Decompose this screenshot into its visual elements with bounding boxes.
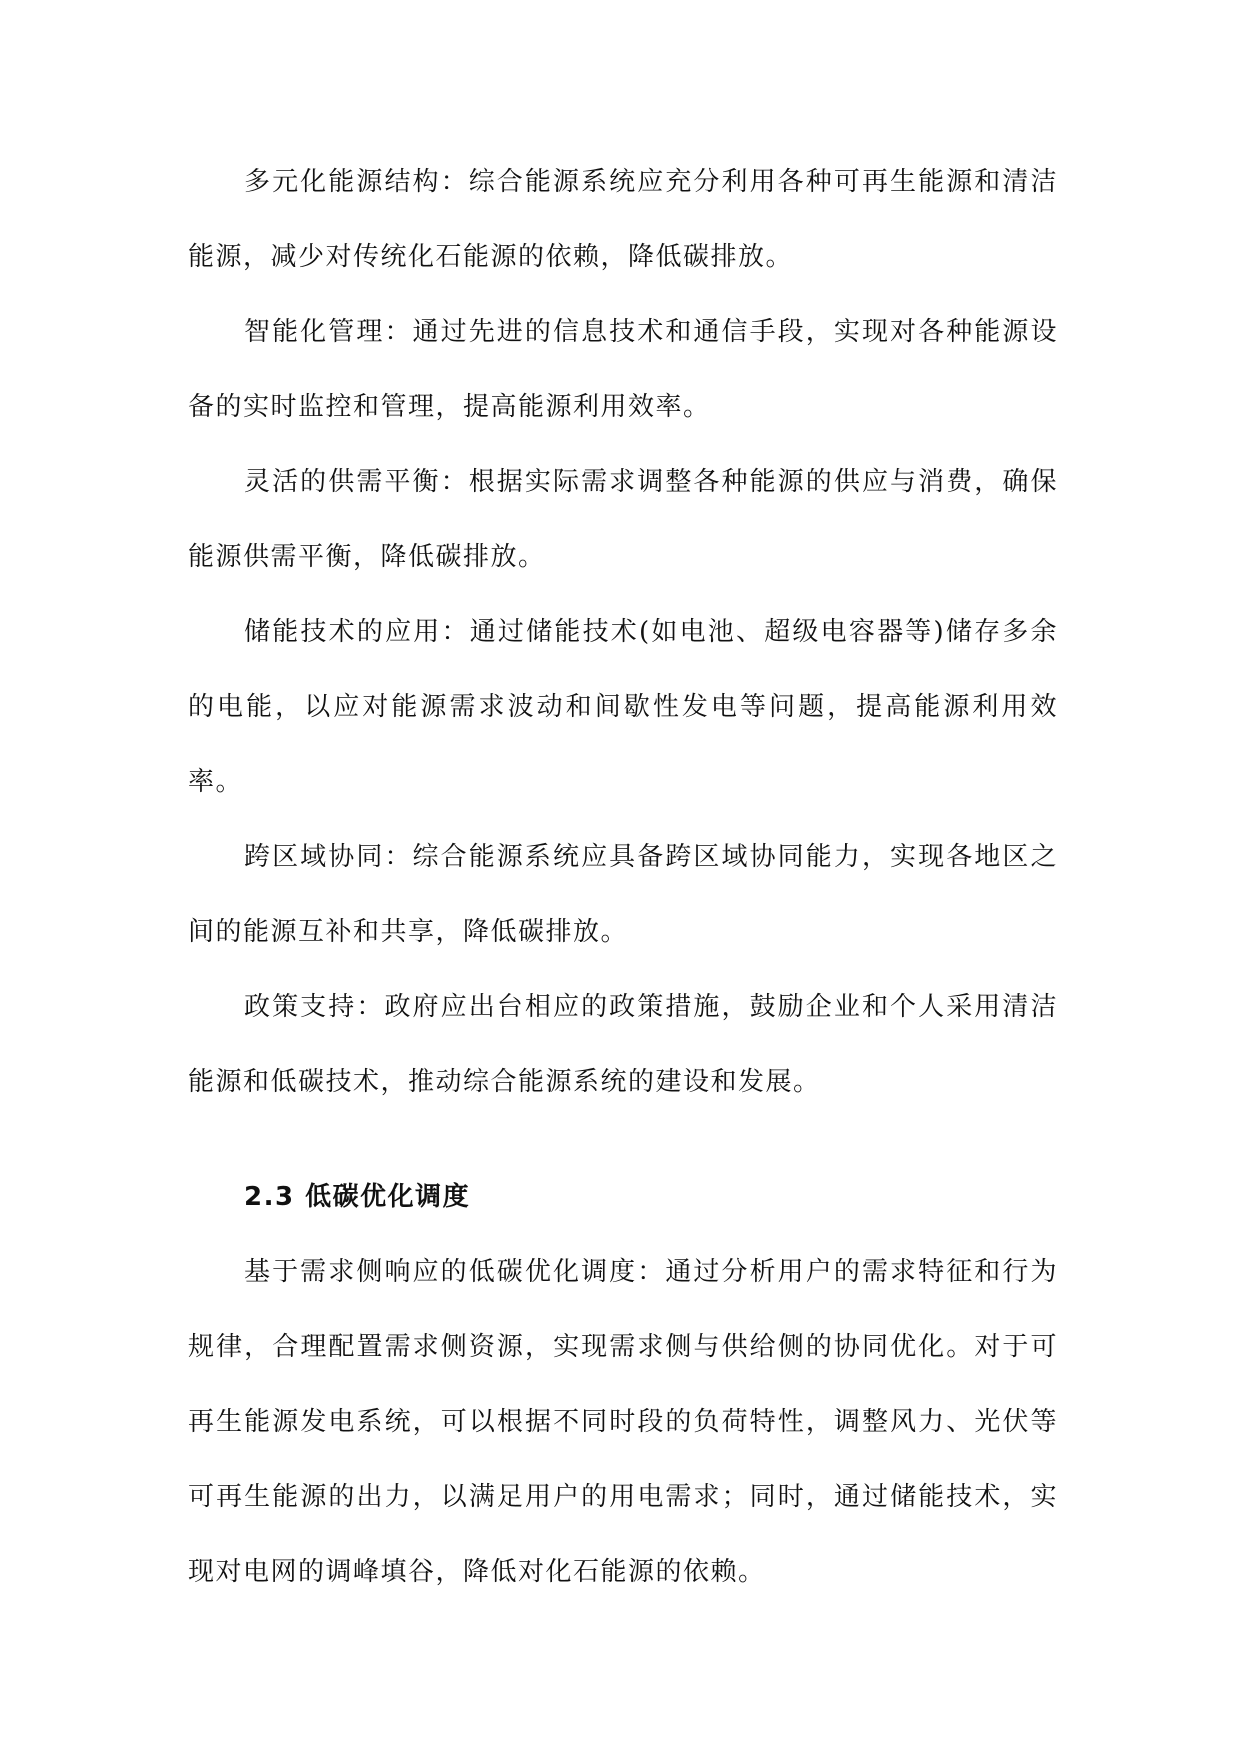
paragraph-energy-storage: 储能技术的应用：通过储能技术(如电池、超级电容器等)储存多余的电能，以应对能源需求波动和间歇性发电等问题，提高能源利用效率。 [188,617,1058,797]
paragraph-diversified-energy: 多元化能源结构：综合能源系统应充分利用各种可再生能源和清洁能源，减少对传统化石能源的依赖，降低碳排放。 [188,167,1058,272]
paragraph-supply-demand-balance: 灵活的供需平衡：根据实际需求调整各种能源的供应与消费，确保能源供需平衡，降低碳排放。 [188,467,1058,572]
document-body [188,145,1058,1610]
section-heading: 2.3 低碳优化调度 [244,1182,471,1212]
paragraph-intelligent-management: 智能化管理：通过先进的信息技术和通信手段，实现对各种能源设备的实时监控和管理，提高能源利用效率。 [188,317,1058,422]
paragraph-policy-support: 政策支持：政府应出台相应的政策措施，鼓励企业和个人采用清洁能源和低碳技术，推动综合能源系统的建设和发展。 [188,992,1058,1097]
paragraph-cross-region: 跨区域协同：综合能源系统应具备跨区域协同能力，实现各地区之间的能源互补和共享，降低碳排放。 [188,842,1058,947]
paragraph-demand-response: 基于需求侧响应的低碳优化调度：通过分析用户的需求特征和行为规律，合理配置需求侧资源，实现需求侧与供给侧的协同优化。对于可再生能源发电系统，可以根据不同时段的负荷特性，调整风力、光伏等可再生能源的出力，以满足用户的用电需求；同时，通过储能技术，实现对电网的调峰填谷，降低对化石能源的依赖。 [188,1257,1058,1587]
